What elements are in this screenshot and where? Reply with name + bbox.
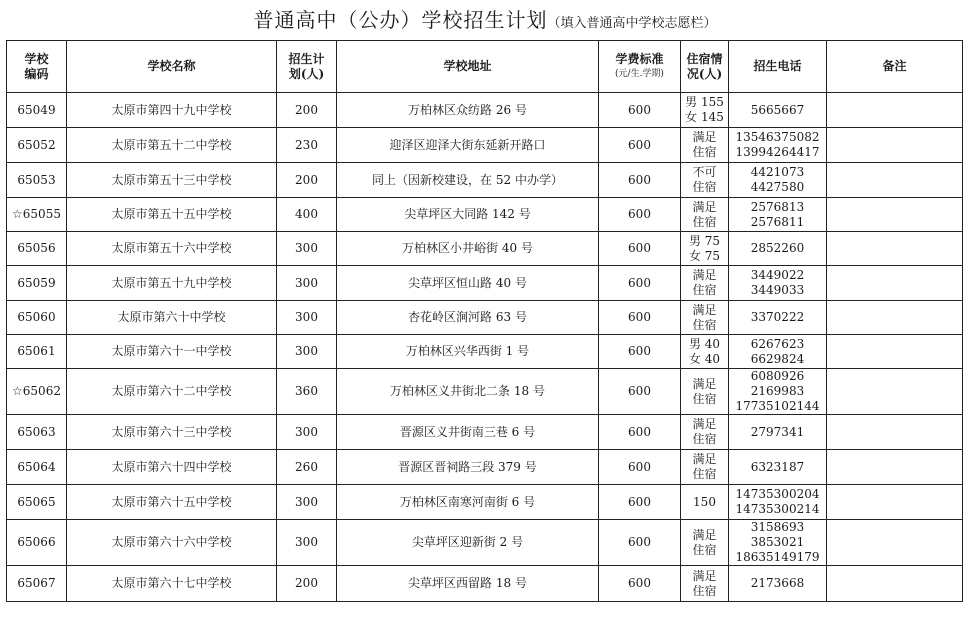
header-fee: 学费标准 (元/生.学期) bbox=[599, 41, 681, 93]
cell-address: 尖草坪区西留路 18 号 bbox=[337, 566, 599, 602]
cell-phone: 6080926 2169983 17735102144 bbox=[729, 369, 827, 415]
cell-quota: 300 bbox=[277, 232, 337, 266]
cell-dorm: 150 bbox=[681, 485, 729, 520]
cell-quota: 360 bbox=[277, 369, 337, 415]
cell-dorm: 男 40 女 40 bbox=[681, 335, 729, 369]
header-row bbox=[7, 41, 963, 93]
cell-fee: 600 bbox=[599, 566, 681, 602]
header-dorm: 住宿情 况(人) bbox=[681, 41, 729, 93]
cell-note bbox=[827, 93, 963, 128]
cell-phone: 2576813 2576811 bbox=[729, 198, 827, 232]
cell-quota: 230 bbox=[277, 128, 337, 163]
cell-fee: 600 bbox=[599, 198, 681, 232]
cell-fee: 600 bbox=[599, 335, 681, 369]
cell-address: 万柏林区南寒河南街 6 号 bbox=[337, 485, 599, 520]
cell-phone: 5665667 bbox=[729, 93, 827, 128]
header-address: 学校地址 bbox=[337, 41, 599, 93]
cell-school-name: 太原市第五十六中学校 bbox=[67, 232, 277, 266]
cell-quota: 200 bbox=[277, 93, 337, 128]
cell-dorm: 满足 住宿 bbox=[681, 415, 729, 450]
title-main: 普通高中（公办）学校招生计划 bbox=[253, 8, 548, 32]
page-title bbox=[0, 0, 970, 40]
cell-school-name: 太原市第四十九中学校 bbox=[67, 93, 277, 128]
title-sub: （填入普通高中学校志愿栏） bbox=[547, 16, 717, 31]
header-name: 学校名称 bbox=[67, 41, 277, 93]
cell-code: 65064 bbox=[7, 450, 67, 485]
cell-code: 65066 bbox=[7, 520, 67, 566]
cell-phone: 13546375082 13994264417 bbox=[729, 128, 827, 163]
cell-dorm: 男 155 女 145 bbox=[681, 93, 729, 128]
table-row bbox=[7, 335, 963, 369]
cell-dorm: 满足 住宿 bbox=[681, 128, 729, 163]
cell-code: ☆65062 bbox=[7, 369, 67, 415]
cell-address: 万柏林区小井峪街 40 号 bbox=[337, 232, 599, 266]
cell-quota: 300 bbox=[277, 485, 337, 520]
cell-code: ☆65055 bbox=[7, 198, 67, 232]
cell-code: 65065 bbox=[7, 485, 67, 520]
cell-note bbox=[827, 128, 963, 163]
cell-fee: 600 bbox=[599, 232, 681, 266]
table-row bbox=[7, 520, 963, 566]
cell-school-name: 太原市第六十三中学校 bbox=[67, 415, 277, 450]
cell-note bbox=[827, 301, 963, 335]
cell-fee: 600 bbox=[599, 163, 681, 198]
cell-school-name: 太原市第五十九中学校 bbox=[67, 266, 277, 301]
cell-dorm: 男 75 女 75 bbox=[681, 232, 729, 266]
cell-dorm: 满足 住宿 bbox=[681, 520, 729, 566]
cell-note bbox=[827, 335, 963, 369]
cell-fee: 600 bbox=[599, 369, 681, 415]
cell-code: 65061 bbox=[7, 335, 67, 369]
cell-quota: 300 bbox=[277, 266, 337, 301]
table-row bbox=[7, 128, 963, 163]
cell-fee: 600 bbox=[599, 520, 681, 566]
header-quota: 招生计 划(人) bbox=[277, 41, 337, 93]
cell-fee: 600 bbox=[599, 450, 681, 485]
cell-quota: 400 bbox=[277, 198, 337, 232]
table-row bbox=[7, 163, 963, 198]
cell-quota: 300 bbox=[277, 335, 337, 369]
cell-school-name: 太原市第六十七中学校 bbox=[67, 566, 277, 602]
cell-phone: 2797341 bbox=[729, 415, 827, 450]
cell-address: 晋源区晋祠路三段 379 号 bbox=[337, 450, 599, 485]
cell-phone: 3449022 3449033 bbox=[729, 266, 827, 301]
cell-quota: 200 bbox=[277, 566, 337, 602]
cell-fee: 600 bbox=[599, 485, 681, 520]
cell-quota: 260 bbox=[277, 450, 337, 485]
cell-school-name: 太原市第五十三中学校 bbox=[67, 163, 277, 198]
table-row bbox=[7, 485, 963, 520]
cell-quota: 300 bbox=[277, 301, 337, 335]
table-row bbox=[7, 415, 963, 450]
cell-address: 杏花岭区涧河路 63 号 bbox=[337, 301, 599, 335]
cell-note bbox=[827, 520, 963, 566]
cell-phone: 14735300204 14735300214 bbox=[729, 485, 827, 520]
enrollment-plan-table bbox=[6, 40, 963, 602]
cell-quota: 200 bbox=[277, 163, 337, 198]
header-note: 备注 bbox=[827, 41, 963, 93]
cell-address: 尖草坪区恒山路 40 号 bbox=[337, 266, 599, 301]
cell-address: 尖草坪区迎新街 2 号 bbox=[337, 520, 599, 566]
cell-phone: 6323187 bbox=[729, 450, 827, 485]
cell-dorm: 满足 住宿 bbox=[681, 198, 729, 232]
cell-school-name: 太原市第六十六中学校 bbox=[67, 520, 277, 566]
cell-phone: 3158693 3853021 18635149179 bbox=[729, 520, 827, 566]
cell-code: 65056 bbox=[7, 232, 67, 266]
cell-school-name: 太原市第五十二中学校 bbox=[67, 128, 277, 163]
cell-code: 65053 bbox=[7, 163, 67, 198]
cell-note bbox=[827, 485, 963, 520]
cell-fee: 600 bbox=[599, 266, 681, 301]
table-row bbox=[7, 450, 963, 485]
cell-phone: 2852260 bbox=[729, 232, 827, 266]
cell-code: 65049 bbox=[7, 93, 67, 128]
cell-address: 晋源区义井街南三巷 6 号 bbox=[337, 415, 599, 450]
cell-phone: 2173668 bbox=[729, 566, 827, 602]
table-row bbox=[7, 566, 963, 602]
cell-note bbox=[827, 232, 963, 266]
cell-address: 万柏林区众纺路 26 号 bbox=[337, 93, 599, 128]
cell-fee: 600 bbox=[599, 415, 681, 450]
cell-address: 万柏林区义井街北二条 18 号 bbox=[337, 369, 599, 415]
cell-note bbox=[827, 163, 963, 198]
cell-school-name: 太原市第五十五中学校 bbox=[67, 198, 277, 232]
cell-address: 尖草坪区大同路 142 号 bbox=[337, 198, 599, 232]
cell-school-name: 太原市第六十五中学校 bbox=[67, 485, 277, 520]
cell-fee: 600 bbox=[599, 301, 681, 335]
cell-fee: 600 bbox=[599, 128, 681, 163]
cell-note bbox=[827, 266, 963, 301]
cell-dorm: 满足 住宿 bbox=[681, 369, 729, 415]
cell-phone: 3370222 bbox=[729, 301, 827, 335]
header-code: 学校 编码 bbox=[7, 41, 67, 93]
table-row bbox=[7, 266, 963, 301]
cell-code: 65052 bbox=[7, 128, 67, 163]
cell-note bbox=[827, 415, 963, 450]
cell-code: 65059 bbox=[7, 266, 67, 301]
cell-note bbox=[827, 450, 963, 485]
cell-address: 万柏林区兴华西街 1 号 bbox=[337, 335, 599, 369]
cell-phone: 6267623 6629824 bbox=[729, 335, 827, 369]
table-row bbox=[7, 232, 963, 266]
cell-dorm: 满足 住宿 bbox=[681, 566, 729, 602]
cell-code: 65063 bbox=[7, 415, 67, 450]
cell-school-name: 太原市第六十一中学校 bbox=[67, 335, 277, 369]
cell-quota: 300 bbox=[277, 520, 337, 566]
cell-school-name: 太原市第六十中学校 bbox=[67, 301, 277, 335]
cell-school-name: 太原市第六十四中学校 bbox=[67, 450, 277, 485]
cell-dorm: 满足 住宿 bbox=[681, 266, 729, 301]
cell-dorm: 满足 住宿 bbox=[681, 450, 729, 485]
cell-dorm: 满足 住宿 bbox=[681, 301, 729, 335]
table-row bbox=[7, 198, 963, 232]
cell-note bbox=[827, 566, 963, 602]
cell-fee: 600 bbox=[599, 93, 681, 128]
header-phone: 招生电话 bbox=[729, 41, 827, 93]
cell-note bbox=[827, 369, 963, 415]
cell-code: 65060 bbox=[7, 301, 67, 335]
cell-note bbox=[827, 198, 963, 232]
cell-dorm: 不可 住宿 bbox=[681, 163, 729, 198]
cell-code: 65067 bbox=[7, 566, 67, 602]
cell-address: 迎泽区迎泽大街东延新开路口 bbox=[337, 128, 599, 163]
cell-address: 同上（因新校建设，在 52 中办学） bbox=[337, 163, 599, 198]
table-row bbox=[7, 301, 963, 335]
table-row bbox=[7, 93, 963, 128]
table-row bbox=[7, 369, 963, 415]
cell-school-name: 太原市第六十二中学校 bbox=[67, 369, 277, 415]
cell-phone: 4421073 4427580 bbox=[729, 163, 827, 198]
cell-quota: 300 bbox=[277, 415, 337, 450]
